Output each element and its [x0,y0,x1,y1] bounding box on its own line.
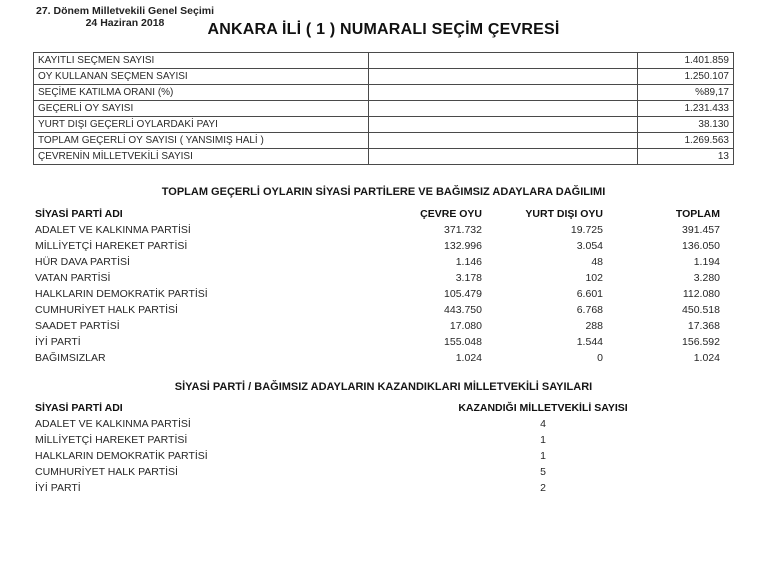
seats-row [33,480,666,496]
votes-header-total: TOPLAM [675,208,720,220]
summary-value-cell: 1.401.859 [638,53,734,69]
summary-label-cell: OY KULLANAN SEÇMEN SAYISI [34,69,369,85]
votes-table-header [33,206,722,222]
party-name-cell: SAADET PARTİSİ [35,320,120,332]
votes-row [33,238,722,254]
votes-header-abroad: YURT DIŞI OYU [525,208,603,220]
summary-label-cell: GEÇERLİ OY SAYISI [34,101,369,117]
seats-row [33,448,666,464]
abroad-votes-cell: 3.054 [576,240,603,252]
votes-row [33,270,722,286]
abroad-votes-cell: 6.768 [576,304,603,316]
summary-row [34,101,734,117]
votes-row [33,254,722,270]
summary-table-body [34,53,734,165]
seats-row [33,416,666,432]
abroad-votes-cell: 48 [591,256,603,268]
summary-spacer-cell [368,117,638,133]
seats-section-title: SİYASİ PARTİ / BAĞIMSIZ ADAYLARIN KAZANDIKLARI MİLLETVEKİLİ SAYILARI [174,381,593,393]
votes-table [33,206,722,366]
summary-spacer-cell [368,149,638,165]
seats-count-cell: 2 [540,482,546,494]
party-name-cell: MİLLİYETÇİ HAREKET PARTİSİ [35,434,188,446]
party-name-cell: ADALET VE KALKINMA PARTİSİ [35,224,191,236]
votes-row [33,222,722,238]
total-votes-cell: 17.368 [687,320,720,332]
seats-count-cell: 5 [540,466,546,478]
seats-header-count: KAZANDIĞI MİLLETVEKİLİ SAYISI [458,402,628,414]
total-votes-cell: 112.080 [682,288,720,300]
summary-row [34,69,734,85]
summary-label-cell: TOPLAM GEÇERLİ OY SAYISI ( YANSIMIŞ HALİ ) [34,133,369,149]
summary-row [34,133,734,149]
total-votes-cell: 136.050 [682,240,720,252]
summary-spacer-cell [368,69,638,85]
summary-value-cell: 38.130 [638,117,734,133]
district-votes-cell: 3.178 [455,272,482,284]
district-votes-cell: 443.750 [444,304,482,316]
seats-count-cell: 4 [540,418,546,430]
party-name-cell: HÜR DAVA PARTİSİ [35,256,130,268]
total-votes-cell: 1.024 [693,352,720,364]
summary-label-cell: ÇEVRENİN MİLLETVEKİLİ SAYISI [34,149,369,165]
summary-spacer-cell [368,133,638,149]
party-name-cell: HALKLARIN DEMOKRATİK PARTİSİ [35,450,208,462]
summary-value-cell: 13 [638,149,734,165]
district-votes-cell: 17.080 [449,320,482,332]
seats-header-party: SİYASİ PARTİ ADI [35,402,123,414]
summary-row [34,53,734,69]
party-name-cell: CUMHURİYET HALK PARTİSİ [35,304,178,316]
seats-row [33,464,666,480]
page-title: ANKARA İLİ ( 1 ) NUMARALI SEÇİM ÇEVRESİ [207,21,560,38]
election-date: 24 Haziran 2018 [85,17,165,29]
summary-value-cell: %89,17 [638,85,734,101]
summary-row [34,85,734,101]
total-votes-cell: 450.518 [682,304,720,316]
summary-spacer-cell [368,101,638,117]
district-votes-cell: 371.732 [444,224,482,236]
abroad-votes-cell: 19.725 [570,224,603,236]
district-votes-cell: 105.479 [444,288,482,300]
seats-row [33,432,666,448]
votes-table-body [33,222,722,366]
party-name-cell: HALKLARIN DEMOKRATİK PARTİSİ [35,288,208,300]
seats-table-header [33,400,666,416]
summary-label-cell: KAYITLI SEÇMEN SAYISI [34,53,369,69]
seats-table-body [33,416,666,496]
seats-count-cell: 1 [540,434,546,446]
votes-row [33,318,722,334]
votes-row [33,302,722,318]
party-name-cell: İYİ PARTİ [35,482,81,494]
district-votes-cell: 1.024 [455,352,482,364]
abroad-votes-cell: 1.544 [576,336,603,348]
summary-row [34,117,734,133]
summary-spacer-cell [368,85,638,101]
summary-label-cell: YURT DIŞI GEÇERLİ OYLARDAKİ PAYI [34,117,369,133]
summary-spacer-cell [368,53,638,69]
votes-header-district: ÇEVRE OYU [420,208,482,220]
abroad-votes-cell: 288 [585,320,603,332]
seats-count-cell: 1 [540,450,546,462]
summary-value-cell: 1.250.107 [638,69,734,85]
summary-value-cell: 1.269.563 [638,133,734,149]
party-name-cell: CUMHURİYET HALK PARTİSİ [35,466,178,478]
party-name-cell: BAĞIMSIZLAR [35,352,106,364]
votes-section-title: TOPLAM GEÇERLİ OYLARIN SİYASİ PARTİLERE VE BAĞIMSIZ ADAYLARA DAĞILIMI [161,186,606,198]
votes-header-party: SİYASİ PARTİ ADI [35,208,123,220]
total-votes-cell: 156.592 [682,336,720,348]
party-name-cell: VATAN PARTİSİ [35,272,111,284]
summary-value-cell: 1.231.433 [638,101,734,117]
summary-table [33,52,734,165]
votes-header-row [33,206,722,222]
election-term: 27. Dönem Milletvekili Genel Seçimi [36,5,214,17]
votes-row [33,286,722,302]
votes-row [33,334,722,350]
party-name-cell: ADALET VE KALKINMA PARTİSİ [35,418,191,430]
seats-header-row [33,400,666,416]
abroad-votes-cell: 102 [585,272,603,284]
district-votes-cell: 1.146 [455,256,482,268]
seats-table [33,400,666,496]
summary-row [34,149,734,165]
votes-row [33,350,722,366]
abroad-votes-cell: 0 [597,352,603,364]
total-votes-cell: 391.457 [682,224,720,236]
abroad-votes-cell: 6.601 [576,288,603,300]
summary-label-cell: SEÇİME KATILMA ORANI (%) [34,85,369,101]
district-votes-cell: 132.996 [444,240,482,252]
district-votes-cell: 155.048 [444,336,482,348]
party-name-cell: İYİ PARTİ [35,336,81,348]
total-votes-cell: 1.194 [693,256,720,268]
total-votes-cell: 3.280 [693,272,720,284]
party-name-cell: MİLLİYETÇİ HAREKET PARTİSİ [35,240,188,252]
